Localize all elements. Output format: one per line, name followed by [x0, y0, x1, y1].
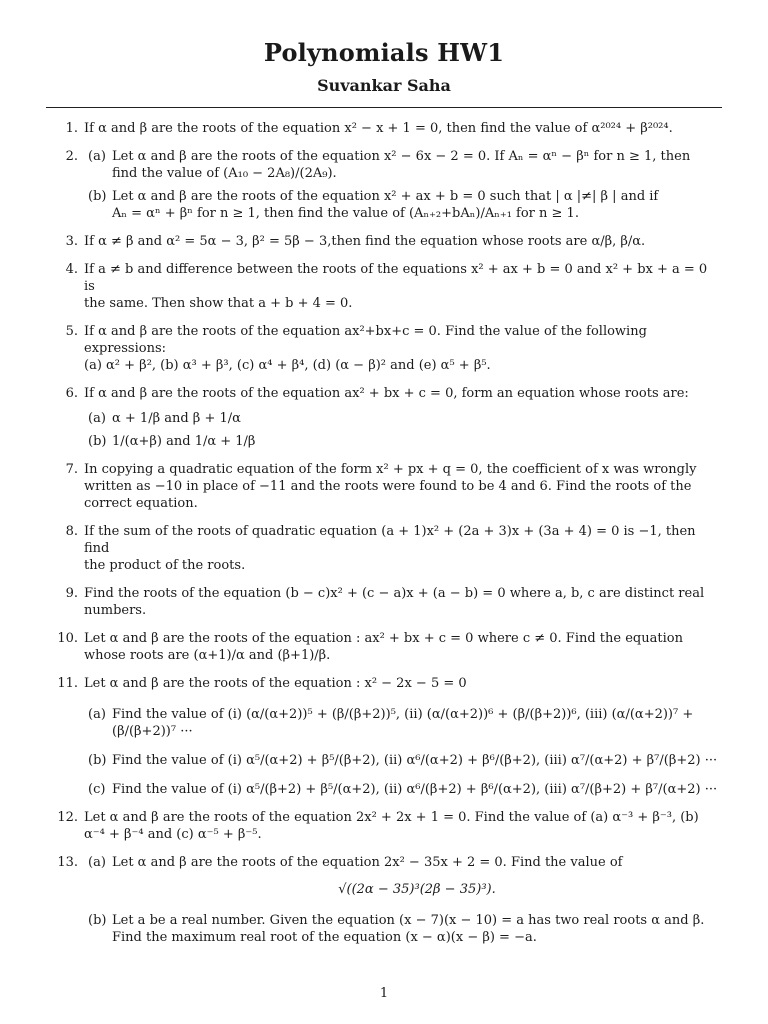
- problem-number: 12.: [57, 810, 78, 825]
- problem-9: [46, 585, 722, 619]
- problem-number: 7.: [65, 462, 78, 477]
- problem-text: 1/(α+β) and 1/α + 1/β: [112, 434, 256, 449]
- problem-number: 2.: [65, 149, 78, 164]
- problem-number: 11.: [57, 676, 78, 691]
- problem-10: [46, 630, 722, 664]
- subproblem-a: [84, 854, 722, 898]
- problem-text: Find the roots of the equation (b − c)x² + (c − a)x + (a − b) = 0 where a, b, c are distinct real: [84, 586, 705, 601]
- problem-number: 6.: [65, 386, 78, 401]
- problem-text: α⁻⁴ + β⁻⁴ and (c) α⁻⁵ + β⁻⁵.: [84, 827, 262, 842]
- title-divider: [46, 107, 722, 108]
- problem-number: 5.: [65, 324, 78, 339]
- document-title: Polynomials HW1: [263, 38, 505, 67]
- problem-text: the product of the roots.: [84, 558, 246, 573]
- problem-text: Let α and β are the roots of the equation x² − 6x − 2 = 0. If Aₙ = αⁿ − βⁿ for n ≥ 1, then: [112, 149, 691, 164]
- problem-text: If a ≠ b and difference between the roots of the equations x² + ax + b = 0 and x² + bx + a = 0 is: [84, 262, 708, 294]
- problem-8: [46, 523, 722, 574]
- subproblem-c: [84, 781, 722, 798]
- problem-text: (a) α² + β², (b) α³ + β³, (c) α⁴ + β⁴, (d) (α − β)² and (e) α⁵ + β⁵.: [84, 358, 491, 373]
- problem-text: Find the value of (i) (α/(α+2))⁵ + (β/(β+2))⁵, (ii) (α/(α+2))⁶ + (β/(β+2))⁶, (iii) (α/(α+2))⁷ + (β/(β+2))⁷ ···: [112, 707, 694, 739]
- display-equation: √((2α − 35)³(2β − 35)³).: [338, 882, 496, 897]
- page-number: 1: [379, 986, 389, 1001]
- problem-text: Aₙ = αⁿ + βⁿ for n ≥ 1, then find the value of (Aₙ₊₂+bAₙ)/Aₙ₊₁ for n ≥ 1.: [112, 206, 579, 221]
- problem-12: [46, 809, 722, 843]
- problem-3: [46, 233, 722, 250]
- problem-text: Let α and β are the roots of the equation x² + ax + b = 0 such that | α |≠| β | and if: [112, 189, 659, 204]
- problem-text: the same. Then show that a + b + 4 = 0.: [84, 296, 353, 311]
- subproblem-label: (a): [88, 149, 106, 164]
- problem-4: [46, 261, 722, 312]
- subproblem-label: (b): [88, 434, 107, 449]
- problem-text: Find the value of (i) α⁵/(α+2) + β⁵/(β+2), (ii) α⁶/(α+2) + β⁶/(β+2), (iii) α⁷/(α+2) + β⁷/(β+2) ···: [112, 753, 718, 768]
- problem-text: correct equation.: [84, 496, 198, 511]
- subproblem-label: (b): [88, 753, 107, 768]
- problem-text: If the sum of the roots of quadratic equation (a + 1)x² + (2a + 3)x + (3a + 4) = 0 is −1, then find: [84, 524, 696, 556]
- problem-text: whose roots are (α+1)/α and (β+1)/β.: [84, 648, 331, 663]
- problem-number: 10.: [57, 631, 78, 646]
- author-name: Suvankar Saha: [317, 76, 451, 95]
- problem-number: 13.: [57, 855, 78, 870]
- subproblem-a: [84, 410, 722, 427]
- problem-text: If α ≠ β and α² = 5α − 3, β² = 5β − 3,then find the equation whose roots are α/β, β/α.: [84, 234, 646, 249]
- subproblem-b: [84, 912, 722, 946]
- subproblem-label: (c): [88, 782, 106, 797]
- problem-6: [46, 385, 722, 450]
- problem-text: In copying a quadratic equation of the form x² + px + q = 0, the coefficient of x was wrongly: [84, 462, 697, 477]
- subproblem-label: (a): [88, 855, 106, 870]
- problem-text: Find the maximum real root of the equation (x − α)(x − β) = −a.: [112, 930, 537, 945]
- problem-number: 8.: [65, 524, 78, 539]
- problem-text: If α and β are the roots of the equation ax²+bx+c = 0. Find the value of the following expressions:: [84, 324, 647, 356]
- problem-text: find the value of (A₁₀ − 2A₈)/(2A₉).: [112, 166, 337, 181]
- problem-7: [46, 461, 722, 512]
- problem-2: [46, 148, 722, 222]
- problem-text: numbers.: [84, 603, 147, 618]
- problem-number: 3.: [65, 234, 78, 249]
- problem-text: written as −10 in place of −11 and the roots were found to be 4 and 6. Find the roots of the: [84, 479, 692, 494]
- problem-text: α + 1/β and β + 1/α: [112, 411, 241, 426]
- problem-list: [46, 120, 722, 957]
- problem-number: 9.: [65, 586, 78, 601]
- subproblem-label: (a): [88, 707, 106, 722]
- subproblem-b: [84, 188, 722, 222]
- problem-number: 1.: [65, 121, 78, 136]
- subproblem-label: (a): [88, 411, 106, 426]
- problem-text: Find the value of (i) α⁵/(β+2) + β⁵/(α+2), (ii) α⁶/(β+2) + β⁶/(α+2), (iii) α⁷/(β+2) + β⁷/(α+2) ···: [112, 782, 718, 797]
- problem-1: [46, 120, 722, 137]
- problem-13: [46, 854, 722, 946]
- problem-text: Let α and β are the roots of the equation : x² − 2x − 5 = 0: [84, 676, 467, 691]
- problem-text: Let α and β are the roots of the equation 2x² − 35x + 2 = 0. Find the value of: [112, 855, 623, 870]
- subproblem-a: [84, 148, 722, 182]
- problem-text: Let α and β are the roots of the equation : ax² + bx + c = 0 where c ≠ 0. Find the equation: [84, 631, 683, 646]
- problem-number: 4.: [65, 262, 78, 277]
- problem-text: Let a be a real number. Given the equation (x − 7)(x − 10) = a has two real roots α and β.: [112, 913, 705, 928]
- problem-11: [46, 675, 722, 798]
- problem-5: [46, 323, 722, 374]
- problem-text: If α and β are the roots of the equation x² − x + 1 = 0, then find the value of α²⁰²⁴ + β²⁰²⁴.: [84, 121, 673, 136]
- subproblem-label: (b): [88, 189, 107, 204]
- subproblem-a: [84, 706, 722, 740]
- subproblem-b: [84, 433, 722, 450]
- subproblem-b: [84, 752, 722, 769]
- subproblem-label: (b): [88, 913, 107, 928]
- problem-text: Let α and β are the roots of the equation 2x² + 2x + 1 = 0. Find the value of (a) α⁻³ + β⁻³, (b): [84, 810, 699, 825]
- problem-text: If α and β are the roots of the equation ax² + bx + c = 0, form an equation whose roots are:: [84, 386, 689, 401]
